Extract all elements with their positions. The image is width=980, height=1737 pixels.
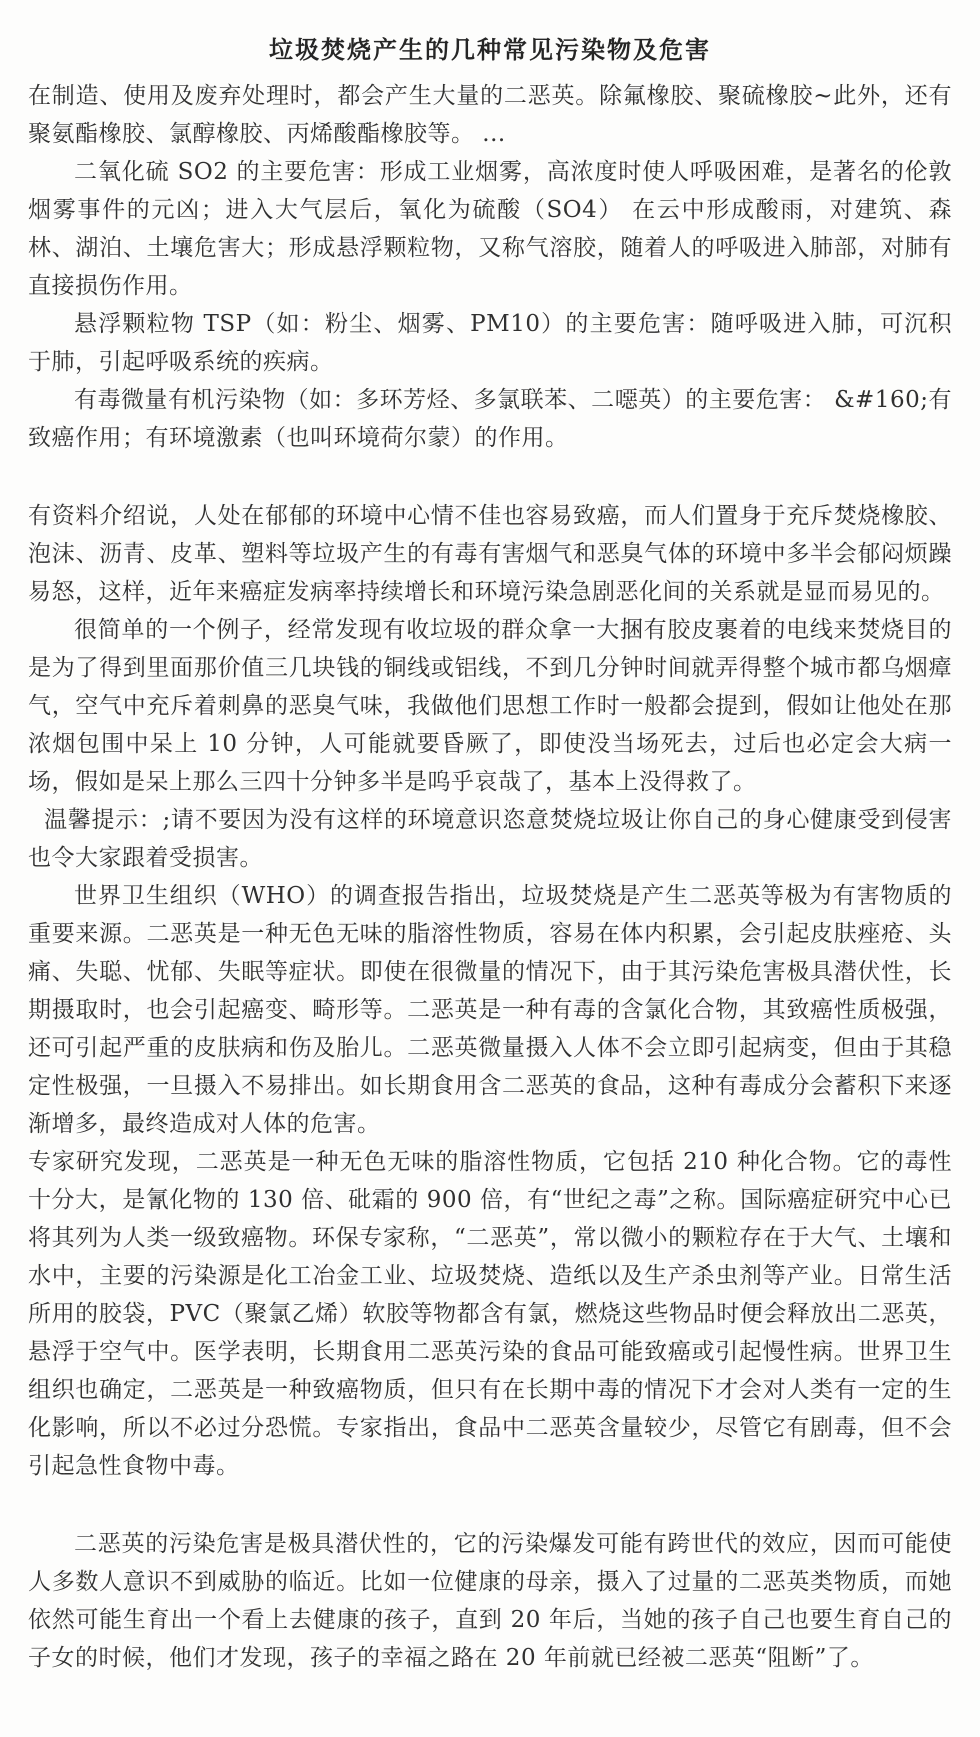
paragraph: 很简单的一个例子，经常发现有收垃圾的群众拿一大捆有胶皮裹着的电线来焚烧目的是为了得到里面那价值三几块钱的铜线或铝线，不到几分钟时间就弄得整个城市都乌烟瘴气，空气中充斥着刺鼻的恶臭气味，我做他们思想工作时一般都会提到，假如让他处在那浓烟包围中呆上 10 分钟，人可能就要昏厥了，即使没当场死去，过后也必定会大病一场，假如是呆上那么三四十分钟多半是呜乎哀哉了，基本上没得救了。 — [28, 617, 952, 795]
paragraph: 专家研究发现，二恶英是一种无色无味的脂溶性物质，它包括 210 种化合物。它的毒性十分大，是氰化物的 130 倍、砒霜的 900 倍，有“世纪之毒”之称。国际癌症研究中心已将其列为人类一级致癌物。环保专家称，“二恶英”，常以微小的颗粒存在于大气、土壤和水中，主要的污染源是化工冶金工业、垃圾焚烧、造纸以及生产杀虫剂等产业。日常生活所用的胶袋，PVC（聚氯乙烯）软胶等物都含有氯，燃烧这些物品时便会释放出二恶英，悬浮于空气中。医学表明，长期食用二恶英污染的食品可能致癌或引起慢性病。世界卫生组织也确定，二恶英是一种致癌物质，但只有在长期中毒的情况下才会对人类有一定的生化影响，所以不必过分恐慌。专家指出，食品中二恶英含量较少，尽管它有剧毒，但不会引起急性食物中毒。 — [28, 1149, 952, 1479]
paragraph: 温馨提示：;请不要因为没有这样的环境意识恣意焚烧垃圾让你自己的身心健康受到侵害也令大家跟着受损害。 — [28, 807, 952, 871]
paragraph: 有毒微量有机污染物（如：多环芳烃、多氯联苯、二噁英）的主要危害： &#160;有致癌作用；有环境激素（也叫环境荷尔蒙）的作用。 — [28, 387, 952, 451]
document-title: 垃圾焚烧产生的几种常见污染物及危害 — [269, 35, 711, 64]
paragraph: 世界卫生组织（WHO）的调查报告指出，垃圾焚烧是产生二恶英等极为有害物质的重要来源。二恶英是一种无色无味的脂溶性物质，容易在体内积累，会引起皮肤痤疮、头痛、失聪、忧郁、失眠等症状。即使在很微量的情况下，由于其污染危害极具潜伏性，长期摄取时，也会引起癌变、畸形等。二恶英是一种有毒的含氯化合物，其致癌性质极强，还可引起严重的皮肤病和伤及胎儿。二恶英微量摄入人体不会立即引起病变，但由于其稳定性极强，一旦摄入不易排出。如长期食用含二恶英的食品，这种有毒成分会蓄积下来逐渐增多，最终造成对人体的危害。 — [28, 883, 952, 1137]
paragraph: 悬浮颗粒物 TSP（如：粉尘、烟雾、PM10）的主要危害：随呼吸进入肺，可沉积于肺，引起呼吸系统的疾病。 — [28, 311, 952, 375]
paragraph: 有资料介绍说，人处在郁郁的环境中心情不佳也容易致癌，而人们置身于充斥焚烧橡胶、泡沫、沥青、皮革、塑料等垃圾产生的有毒有害烟气和恶臭气体的环境中多半会郁闷烦躁易怒，这样，近年来癌症发病率持续增长和环境污染急剧恶化间的关系就是显而易见的。 — [28, 503, 952, 605]
paragraph: 二恶英的污染危害是极具潜伏性的，它的污染爆发可能有跨世代的效应，因而可能使人多数人意识不到威胁的临近。比如一位健康的母亲，摄入了过量的二恶英类物质，而她依然可能生育出一个看上去健康的孩子，直到 20 年后，当她的孩子自己也要生育自己的子女的时候，他们才发现，孩子的幸福之路在 20 年前就已经被二恶英“阻断”了。 — [28, 1531, 952, 1671]
paragraph: 在制造、使用及废弃处理时，都会产生大量的二恶英。除氟橡胶、聚硫橡胶~此外，还有聚氨酯橡胶、氯醇橡胶、丙烯酸酯橡胶等。 ... — [28, 83, 952, 147]
paragraph: 二氧化硫 SO2 的主要危害：形成工业烟雾，高浓度时使人呼吸困难，是著名的伦敦烟雾事件的元凶；进入大气层后，氧化为硫酸（SO4） 在云中形成酸雨，对建筑、森林、湖泊、土壤危害大；形成悬浮颗粒物，又称气溶胶，随着人的呼吸进入肺部，对肺有直接损伤作用。 — [28, 159, 952, 299]
document-body — [28, 77, 952, 1677]
